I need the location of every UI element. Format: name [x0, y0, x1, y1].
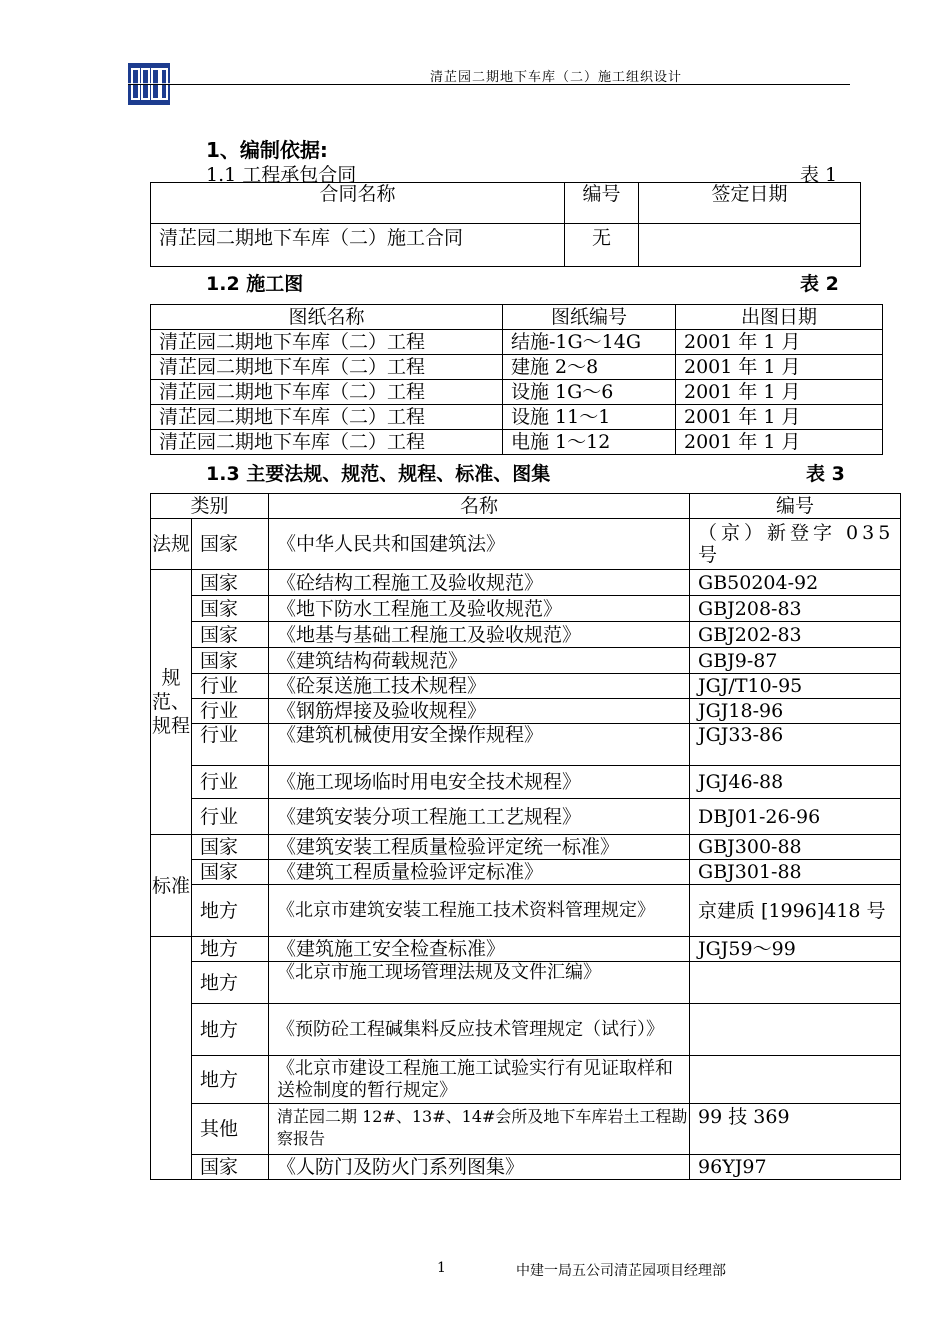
table-row [151, 1104, 901, 1155]
regulation-name: 《砼结构工程施工及验收规范》 [269, 570, 690, 596]
contract-table [150, 182, 861, 267]
table-number-1: 表 1 [800, 164, 838, 186]
category-cell: 国家 [192, 648, 269, 674]
section-title: 1、编制依据: [206, 138, 328, 162]
regulation-name: 《北京市建筑安装工程施工技术资料管理规定》 [269, 885, 690, 937]
category-cell: 行业 [192, 799, 269, 835]
drawing-name: 清芷园二期地下车库（二）工程 [151, 405, 503, 430]
category-cell: 国家 [192, 622, 269, 648]
drawing-number: 结施-1G～14G [503, 330, 676, 355]
table-row [151, 405, 883, 430]
regulation-name: 《地基与基础工程施工及验收规范》 [269, 622, 690, 648]
contract-date-cell [639, 224, 861, 267]
header-cell: 出图日期 [676, 305, 883, 330]
table-row [151, 962, 901, 1004]
regulation-code: GB50204-92 [690, 570, 901, 596]
footer-organization: 中建一局五公司清芷园项目经理部 [516, 1263, 726, 1279]
regulation-code: GBJ301-88 [690, 860, 901, 885]
header-cell: 签定日期 [639, 183, 861, 224]
group-law: 法规 [151, 519, 192, 570]
caption-1-1: 1.1 工程承包合同 [206, 164, 357, 186]
table-row [151, 1004, 901, 1056]
header-rule [128, 84, 850, 85]
category-cell: 地方 [192, 1056, 269, 1104]
header-cell: 图纸编号 [503, 305, 676, 330]
regulation-name: 《砼泵送施工技术规程》 [269, 674, 690, 699]
regulation-name: 《建筑安装分项工程施工工艺规程》 [269, 799, 690, 835]
table-row [151, 570, 901, 596]
regulation-code: JGJ46-88 [690, 766, 901, 799]
regulation-code: GBJ9-87 [690, 648, 901, 674]
category-cell: 国家 [192, 570, 269, 596]
table-row [151, 355, 883, 380]
regulation-name: 《钢筋焊接及验收规程》 [269, 699, 690, 724]
table-row [151, 330, 883, 355]
table-row [151, 699, 901, 724]
category-cell: 地方 [192, 937, 269, 962]
category-cell: 国家 [192, 519, 269, 570]
table-row [151, 885, 901, 937]
regulation-name: 《建筑安装工程质量检验评定统一标准》 [269, 835, 690, 860]
regulation-name: 《施工现场临时用电安全技术规程》 [269, 766, 690, 799]
caption-1-3: 1.3 主要法规、规范、规程、标准、图集 [206, 463, 551, 485]
regulation-code: GBJ202-83 [690, 622, 901, 648]
group-spec: 规范、规程 [151, 570, 192, 835]
drawing-number: 建施 2～8 [503, 355, 676, 380]
table-row [151, 430, 883, 455]
regulation-name: 《人防门及防火门系列图集》 [269, 1155, 690, 1180]
table-row [151, 860, 901, 885]
category-cell: 其他 [192, 1104, 269, 1155]
regulation-name: 《中华人民共和国建筑法》 [269, 519, 690, 570]
table-row [151, 648, 901, 674]
drawing-date: 2001 年 1 月 [676, 380, 883, 405]
category-cell: 国家 [192, 835, 269, 860]
table-row [151, 622, 901, 648]
table-row [151, 724, 901, 766]
table-row [151, 519, 901, 570]
regulation-code: （京）新登字 035 号 [690, 519, 901, 570]
table-row [151, 766, 901, 799]
regulation-code: DBJ01-26-96 [690, 799, 901, 835]
table-row [151, 380, 883, 405]
category-cell: 地方 [192, 962, 269, 1004]
regulation-code: JGJ18-96 [690, 699, 901, 724]
regulation-code [690, 1056, 901, 1104]
header-cell: 编号 [565, 183, 639, 224]
drawing-name: 清芷园二期地下车库（二）工程 [151, 430, 503, 455]
regulation-name: 《北京市建设工程施工施工试验实行有见证取样和送检制度的暂行规定》 [269, 1056, 690, 1104]
regulation-code: 京建质 [1996]418 号 [690, 885, 901, 937]
drawing-name: 清芷园二期地下车库（二）工程 [151, 355, 503, 380]
header-cell: 编号 [690, 494, 901, 519]
drawing-name: 清芷园二期地下车库（二）工程 [151, 330, 503, 355]
header-cell: 名称 [269, 494, 690, 519]
table-row [151, 1155, 901, 1180]
group-other [151, 937, 192, 1180]
table-row [151, 835, 901, 860]
table-row [151, 596, 901, 622]
regulation-name: 《预防砼工程碱集料反应技术管理规定（试行）》 [269, 1004, 690, 1056]
drawing-date: 2001 年 1 月 [676, 330, 883, 355]
drawing-number: 设施 1G～6 [503, 380, 676, 405]
drawing-number: 电施 1～12 [503, 430, 676, 455]
category-cell: 国家 [192, 860, 269, 885]
table-row [151, 799, 901, 835]
page-number: 1 [437, 1260, 446, 1276]
regulation-name: 《地下防水工程施工及验收规范》 [269, 596, 690, 622]
regulation-code [690, 1004, 901, 1056]
header-cell: 类别 [151, 494, 269, 519]
regulation-code: JGJ33-86 [690, 724, 901, 766]
table-number-3: 表 3 [806, 463, 845, 485]
regulations-table [150, 493, 901, 1180]
regulation-code: 99 技 369 [690, 1104, 901, 1155]
table-row [151, 1056, 901, 1104]
regulation-code: JGJ59～99 [690, 937, 901, 962]
contract-name-cell: 清芷园二期地下车库（二）施工合同 [151, 224, 565, 267]
category-cell: 国家 [192, 1155, 269, 1180]
header-cell: 图纸名称 [151, 305, 503, 330]
category-cell: 地方 [192, 885, 269, 937]
table-row [151, 937, 901, 962]
regulation-name: 《建筑结构荷载规范》 [269, 648, 690, 674]
document-header-title: 清芷园二期地下车库（二）施工组织设计 [430, 70, 683, 85]
regulation-code [690, 962, 901, 1004]
regulation-code: GBJ208-83 [690, 596, 901, 622]
drawing-date: 2001 年 1 月 [676, 430, 883, 455]
regulation-name: 《建筑机械使用安全操作规程》 [269, 724, 690, 766]
category-cell: 国家 [192, 596, 269, 622]
contract-number-cell: 无 [565, 224, 639, 267]
regulation-name: 《北京市施工现场管理法规及文件汇编》 [269, 962, 690, 1004]
regulation-name: 《建筑施工安全检查标准》 [269, 937, 690, 962]
drawing-date: 2001 年 1 月 [676, 405, 883, 430]
regulation-name: 《建筑工程质量检验评定标准》 [269, 860, 690, 885]
regulation-name: 清芷园二期 12#、13#、14#会所及地下车库岩土工程勘察报告 [269, 1104, 690, 1155]
category-cell: 行业 [192, 699, 269, 724]
regulation-code: JGJ/T10-95 [690, 674, 901, 699]
regulation-code: GBJ300-88 [690, 835, 901, 860]
category-cell: 行业 [192, 674, 269, 699]
group-std: 标准 [151, 835, 192, 937]
caption-1-2: 1.2 施工图 [206, 273, 304, 295]
table-row [151, 674, 901, 699]
regulation-code: 96YJ97 [690, 1155, 901, 1180]
drawing-number: 设施 11～1 [503, 405, 676, 430]
category-cell: 行业 [192, 766, 269, 799]
table-number-2: 表 2 [800, 273, 839, 295]
category-cell: 地方 [192, 1004, 269, 1056]
drawing-date: 2001 年 1 月 [676, 355, 883, 380]
category-cell: 行业 [192, 724, 269, 766]
header-cell: 合同名称 [151, 183, 565, 224]
drawing-name: 清芷园二期地下车库（二）工程 [151, 380, 503, 405]
drawings-table [150, 304, 883, 455]
